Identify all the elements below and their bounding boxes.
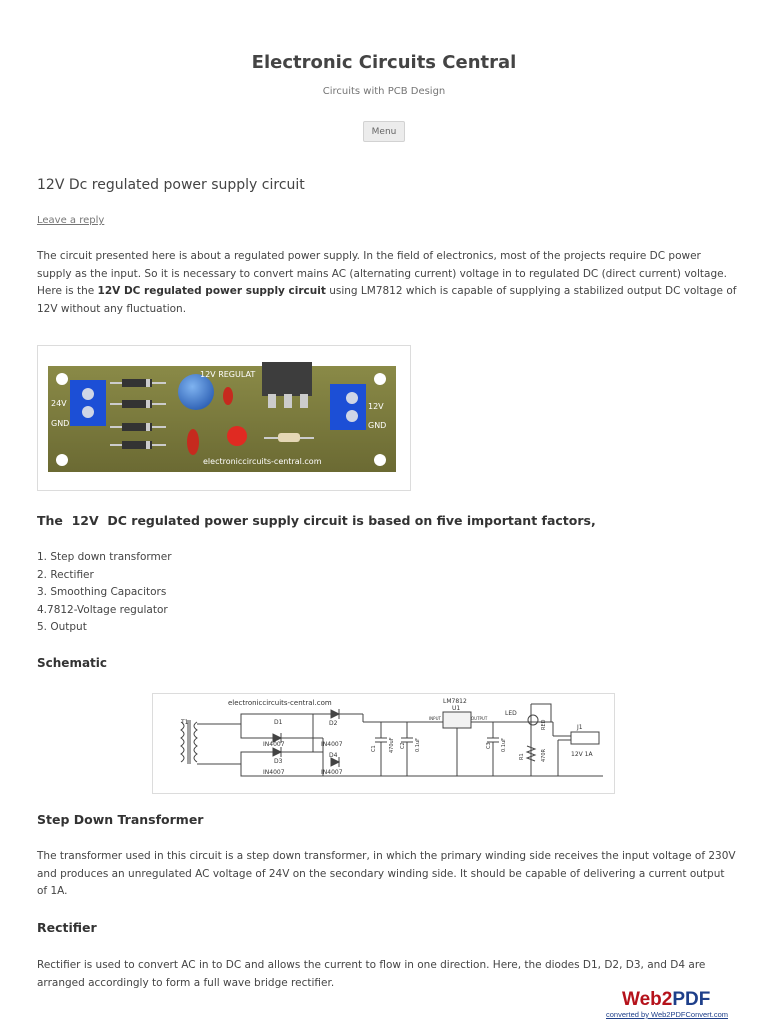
label-c3-value: 0.1uF — [501, 738, 507, 752]
board-label-regulator: 12V REGULAT — [200, 370, 256, 379]
label-r1: R1 — [519, 753, 525, 760]
label-r1-value: 470R — [541, 748, 547, 762]
terminal-block-left — [70, 380, 106, 426]
intro-text-after: using LM7812 which is capable of supplying a stabilized output DC voltage of 12V without any fluctuation. — [37, 285, 737, 315]
label-c3: C3 — [486, 742, 492, 749]
badge-converted-link[interactable]: converted by Web2PDFConvert.com — [606, 1010, 728, 1019]
voltage-regulator — [262, 362, 312, 396]
board-label-12v: 12V — [368, 402, 384, 411]
label-j1: J1 — [577, 724, 583, 731]
intro-text-before: The circuit presented here is about a regulated power supply. In the field of electronics, most of the projects require DC power supply as the input. So it is necessary to convert mains AC (alternating current) voltage in to regulated DC (direct current) voltage. Here is the — [37, 250, 727, 297]
board-label-gnd-left: GND — [51, 419, 70, 428]
terminal-block-right — [330, 384, 366, 430]
rectifier-paragraph: Rectifier is used to convert AC in to DC and allows the current to flow in one direction. Here, the diodes D1, D2, D3, and D4 are arranged accordingly to form a full wave bridge rectifier. — [37, 959, 706, 989]
label-diode-part: IN4007 — [263, 769, 285, 776]
terminal-screw — [82, 406, 94, 418]
list-item: 3. Smoothing Capacitors — [37, 586, 167, 598]
schematic-watermark: electroniccircuits-central.com — [228, 699, 332, 707]
transformer-heading: Step Down Transformer — [37, 812, 204, 827]
label-c1-value: 470uF — [389, 737, 395, 753]
rectifier-heading: Rectifier — [37, 920, 97, 935]
terminal-screw — [82, 388, 94, 400]
label-led-color: RED — [541, 719, 547, 730]
terminal-screw — [346, 392, 358, 404]
factors-list — [37, 549, 737, 637]
resistor — [278, 433, 300, 442]
badge-web-text: Web — [622, 989, 662, 1010]
capacitor-small — [223, 387, 233, 405]
pcb-illustration — [38, 346, 410, 490]
list-item: 1. Step down transformer — [37, 551, 172, 563]
board-watermark: electroniccircuits-central.com — [203, 457, 322, 466]
factors-heading: The 12V DC regulated power supply circuit is based on five important factors, — [37, 513, 596, 528]
board-label-gnd-right: GND — [368, 421, 387, 430]
intro-paragraph — [37, 248, 737, 318]
site-description: Circuits with PCB Design — [322, 86, 446, 97]
label-d4: D4 — [329, 752, 338, 759]
label-c1: C1 — [371, 745, 377, 752]
mount-hole — [374, 373, 386, 385]
mount-hole — [374, 454, 386, 466]
schematic-heading: Schematic — [37, 656, 108, 670]
label-output: 12V 1A — [571, 751, 593, 758]
label-regulator: LM7812 — [443, 698, 467, 705]
intro-text-bold: 12V DC regulated power supply circuit — [97, 285, 326, 297]
badge-pdf-text: PDF — [672, 989, 711, 1010]
web2pdf-logo — [622, 989, 710, 1011]
badge-two-text: 2 — [661, 989, 673, 1010]
label-c2: C2 — [400, 742, 406, 749]
list-item: 4.7812-Voltage regulator — [37, 603, 168, 616]
label-diode-part: IN4007 — [263, 741, 285, 748]
board-label-24v: 24V — [51, 399, 67, 408]
capacitor-c1 — [178, 374, 214, 410]
mount-hole — [56, 373, 68, 385]
led — [227, 426, 247, 446]
label-d3: D3 — [274, 758, 283, 765]
label-regulator-ref: U1 — [452, 705, 461, 712]
label-d1: D1 — [274, 719, 283, 726]
label-led: LED — [505, 710, 517, 717]
terminal-screw — [346, 410, 358, 422]
label-t1: T1 — [181, 719, 189, 726]
list-item: 2. Rectifier — [37, 568, 94, 581]
label-diode-part: IN4007 — [321, 769, 343, 776]
label-diode-part: IN4007 — [321, 741, 343, 748]
label-c2-value: 0.1uF — [415, 738, 421, 752]
menu-button[interactable]: Menu — [363, 121, 405, 142]
pcb-image — [37, 345, 411, 491]
label-reg-output: OUTPUT — [471, 716, 488, 721]
mount-hole — [56, 454, 68, 466]
schematic-image — [152, 693, 615, 794]
label-reg-input: INPUT — [429, 716, 441, 721]
schematic-illustration — [153, 694, 614, 793]
list-item: 5. Output — [37, 621, 87, 633]
leave-reply-link[interactable]: Leave a reply — [37, 215, 105, 226]
label-d2: D2 — [329, 720, 338, 727]
capacitor-small — [187, 429, 199, 455]
site-title[interactable]: Electronic Circuits Central — [251, 52, 517, 73]
transformer-paragraph: The transformer used in this circuit is a step down transformer, in which the primary winding side receives the input voltage of 230V and produces an unregulated AC voltage of 24V on the secondary winding side. It should be capable of delivering a current output of 1A. — [37, 850, 736, 897]
web2pdf-badge[interactable] — [606, 989, 740, 1021]
post-title: 12V Dc regulated power supply circuit — [37, 177, 305, 193]
